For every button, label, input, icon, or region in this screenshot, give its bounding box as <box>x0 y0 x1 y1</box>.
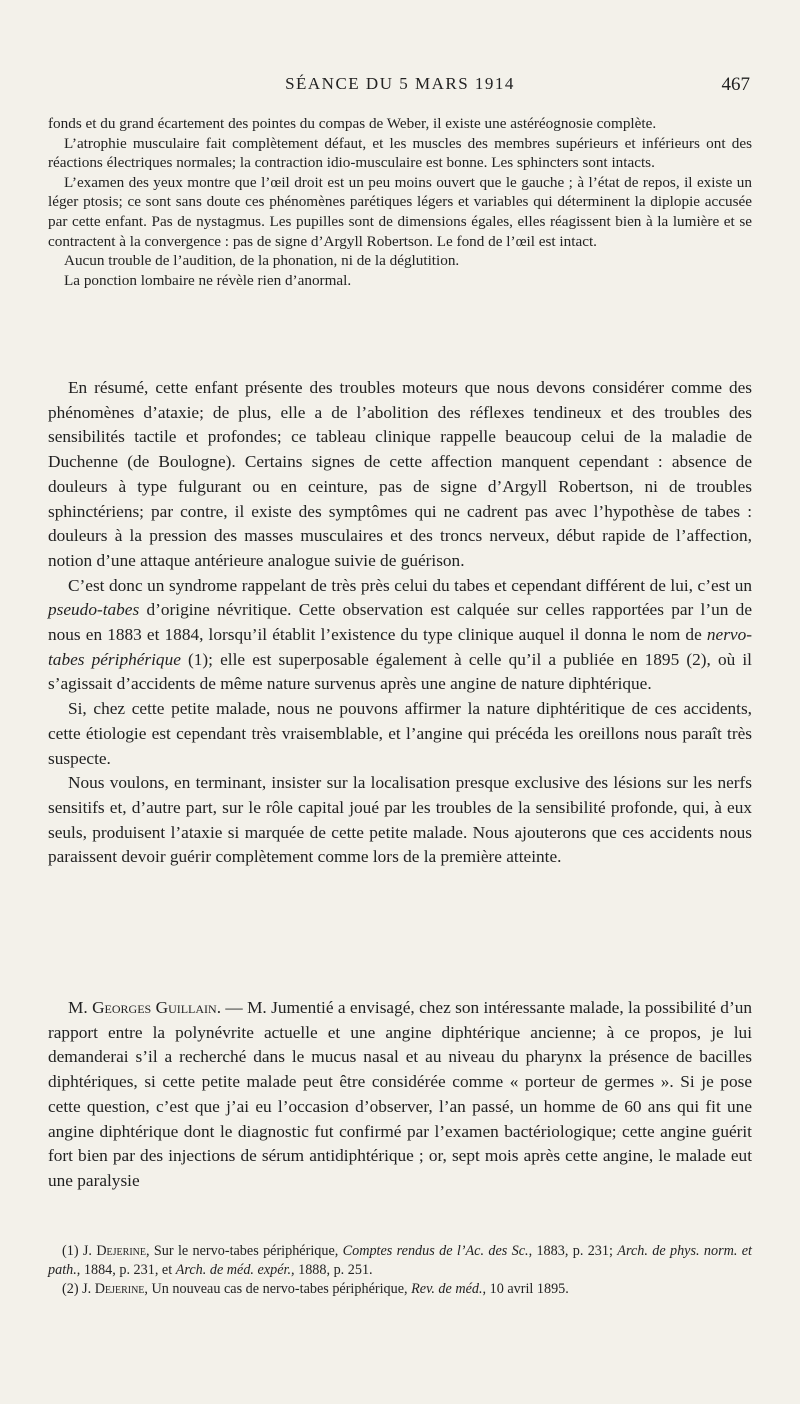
paragraph <box>48 996 752 1194</box>
page-number: 467 <box>721 74 750 95</box>
text-run: C’est donc un syndrome rappelant de très près celui du tabes et cependant différent de lui, c’est un <box>68 575 752 595</box>
text-run: . — M. Jumentié a envisagé, chez son intéressante malade, la possibilité d’un rapport entre la polynévrite actuelle et une angine diphtérique ancienne; à ce propos, je lui demanderai s’il a recherché dans le mucus nasal et au niveau du pharynx la présence de bacilles diphtériques, si cette petite malade peut être considérée comme « porteur de germes ». Si je pose cette question, c’est que j’ai eu l’occasion d’observer, l’an passé, un homme de 60 ans qui fit une angine diphtérique dont le diagnostic fut confirmé par l’examen bactériologique; cette angine guérit fort bien par des injections de sérum antidiphtérique ; or, sept mois après cette angine, le malade eut une paralysie <box>48 998 752 1190</box>
journal-title: Arch. de méd. expér. <box>175 1262 291 1278</box>
summary-block <box>48 376 752 870</box>
speaker-name: Georges Guillain <box>92 998 217 1017</box>
paragraph: Aucun trouble de l’audition, de la phonation, ni de la déglutition. <box>64 252 460 270</box>
paragraph: La ponction lombaire ne révèle rien d’anormal. <box>64 271 352 289</box>
paragraph: Nous voulons, en terminant, insister sur la localisation presque exclusive des lésions sur les nerfs sensitifs et, d’autre part, sur le rôle capital joué par les troubles de la sensibilité profonde, qui, à eux seuls, produisent l’ataxie si marquée de cette petite malade. Nous ajouterons que ces accidents nous paraissent devoir guérir complètement comme lors de la première atteinte. <box>48 773 752 867</box>
text-run: (2) J. <box>62 1281 95 1297</box>
text-run: d’origine névritique. Cette observation est calquée sur celles rapportées par l’un de nous en 1883 et 1884, lorsqu’il établit l’existence du type clinique auquel il donna le nom de <box>48 600 752 645</box>
paragraph: Si, chez cette petite malade, nous ne pouvons affirmer la nature diphtéritique de ces accidents, cette étiologie est cependant très vraisemblable, et l’angine qui précéda les oreillons nous paraît très suspecte. <box>48 699 752 768</box>
text-run: (1); elle est superposable également à celle qu’il a publiée en 1895 (2), où il s’agissait d’accidents de même nature survenus après une angine de nature diphtérique. <box>48 649 752 694</box>
journal-title: Comptes rendus de l’Ac. des Sc. <box>342 1243 529 1259</box>
text-run: , 1888, p. 251. <box>291 1262 373 1278</box>
footnote-2 <box>48 1280 752 1299</box>
text-run: , Un nouveau cas de nervo-tabes périphérique, <box>144 1281 412 1297</box>
paragraph: L’examen des yeux montre que l’œil droit est un peu moins ouvert que le gauche ; à l’état de repos, il existe un léger ptosis; ce sont sans doute ces phénomènes parétiques légers et variables qui déterminent la diplopie accusée par cette enfant. Pas de nystagmus. Les pupilles sont de dimensions égales, elles réagissent bien à la lumière et se contractent à la convergence : pas de signe d’Argyll Robertson. Le fond de l’œil est intact. <box>48 173 752 250</box>
paragraph: fonds et du grand écartement des pointes du compas de Weber, il existe une astéréognosie complète. <box>48 115 657 132</box>
text-run: M. <box>68 998 93 1017</box>
paragraph <box>48 574 752 698</box>
author-name: Dejerine <box>94 1281 145 1297</box>
journal-title: Rev. de méd. <box>411 1281 483 1297</box>
page-header <box>48 74 752 102</box>
author-name: Dejerine <box>96 1243 146 1259</box>
text-run: , 10 avril 1895. <box>482 1281 569 1297</box>
text-run: , Sur le nervo-tabes périphérique, <box>146 1243 343 1259</box>
footnote-1 <box>48 1242 752 1280</box>
running-title: SÉANCE DU 5 MARS 1914 <box>285 74 515 93</box>
journal-title: Arch. de phys. norm. et path. <box>48 1243 752 1278</box>
case-report-block <box>48 114 752 290</box>
italic-term: pseudo-tabes <box>48 600 140 620</box>
text-run: , 1883, p. 231; <box>528 1243 618 1259</box>
text-run: (1) J. <box>62 1243 97 1259</box>
paragraph: En résumé, cette enfant présente des troubles moteurs que nous devons considérer comme des phénomènes d’ataxie; de plus, elle a de l’abolition des réflexes tendineux et des troubles des sensibilités tactile et profondes; ce tableau clinique rappelle beaucoup celui de la maladie de Duchenne (de Boulogne). Certains signes de cette affection manquent cependant : absence de douleurs à type fulgurant ou en ceinture, pas de signe d’Argyll Robertson, ni de troubles sphinctériens; par contre, il existe des symptômes qui ne cadrent pas avec l’hypothèse de tabes : douleurs à la pression des masses musculaires et des troncs nerveux, début rapide de l’affection, notion d’une attaque antérieure analogue suivie de guérison. <box>48 378 752 570</box>
paragraph: L’atrophie musculaire fait complètement défaut, et les muscles des membres supérieurs et inférieurs ont des réactions électriques normales; la contraction idio-musculaire est bonne. Les sphincters sont intacts. <box>48 134 752 172</box>
discussion-block <box>48 996 752 1194</box>
text-run: , 1884, p. 231, et <box>76 1262 176 1278</box>
footnotes <box>48 1242 752 1299</box>
italic-term: nervo-tabes périphérique <box>48 625 752 669</box>
